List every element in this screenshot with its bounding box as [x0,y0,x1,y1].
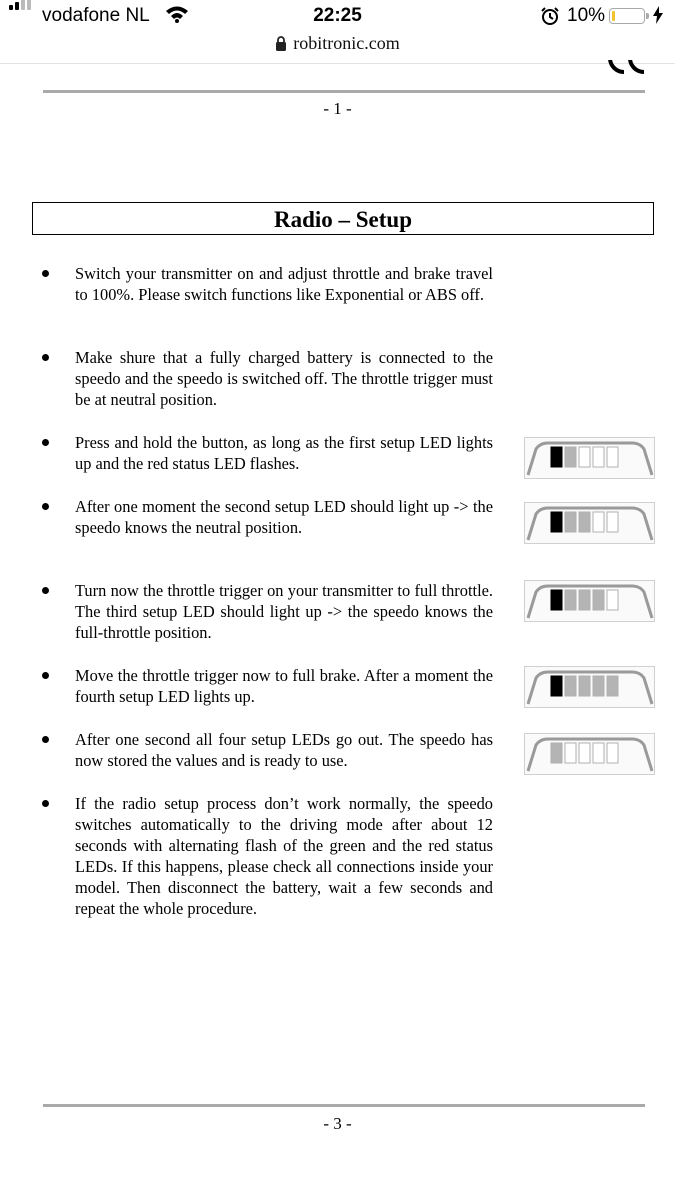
divider [0,63,675,64]
led-segment-2 [565,447,576,467]
led-segment-1 [551,447,562,467]
url-text: robitronic.com [293,33,400,53]
led-segment-3 [579,447,590,467]
battery-icon [609,8,645,24]
step-text: Move the throttle trigger now to full brake. After a moment the fourth setup LED lights up. [75,666,493,706]
led-segment-3 [579,676,590,696]
led-segment-1 [551,743,562,763]
bullet [42,270,49,277]
led-segment-5 [607,512,618,532]
charging-bolt-icon [652,6,664,30]
led-segment-1 [551,676,562,696]
led-segment-2 [565,512,576,532]
led-segment-1 [551,590,562,610]
led-segment-2 [565,676,576,696]
led-indicator [524,437,655,479]
led-segment-3 [579,590,590,610]
bullet [42,354,49,361]
bullet [42,503,49,510]
led-segment-4 [593,743,604,763]
bullet [42,736,49,743]
led-segment-5 [607,743,618,763]
bullet [42,672,49,679]
led-indicator [524,580,655,622]
led-indicator [524,733,655,775]
led-segment-3 [579,743,590,763]
led-segment-5 [607,590,618,610]
status-bar [0,0,675,34]
led-segment-2 [565,743,576,763]
battery-percent: 10% [567,5,606,26]
alarm-icon [540,6,560,32]
step-text: After one moment the second setup LED should light up -> the speedo knows the neutral position. [75,497,493,537]
bullet [42,439,49,446]
lock-icon [275,35,287,56]
section-title: Radio – Setup [32,202,654,235]
step-text: If the radio setup process don’t work normally, the speedo switches automatically to the driving mode after about 12 seconds with alternating flash of the green and the red status LEDs. If this happens, please check all connections inside your model. Then disconnect the battery, wait a few seconds and repeat the whole procedure. [75,794,493,918]
step-text: Turn now the throttle trigger on your transmitter to full throttle. The third setup LED should light up -> the speedo knows the full-throttle position. [75,581,493,642]
step-text: Make shure that a fully charged battery is connected to the speedo and the speedo is switched off. The throttle trigger must be at neutral position. [75,348,493,409]
address-bar[interactable] [0,33,675,56]
led-segment-4 [593,590,604,610]
step-text: Press and hold the button, as long as the first setup LED lights up and the red status LED flashes. [75,433,493,473]
led-segment-4 [593,447,604,467]
step-text: After one second all four setup LEDs go out. The speedo has now stored the values and is ready to use. [75,730,493,770]
clock: 22:25 [313,5,362,26]
led-indicator [524,666,655,708]
carrier-name: vodafone NL [42,5,150,26]
led-segment-3 [579,512,590,532]
led-segment-4 [593,512,604,532]
page-rule [43,1104,645,1107]
prev-page-number: - 1 - [323,99,352,118]
step-text: Switch your transmitter on and adjust throttle and brake travel to 100%. Please switch functions like Exponential or ABS off. [75,264,493,304]
led-segment-2 [565,590,576,610]
ce-mark-icon [604,60,648,78]
page-rule [43,90,645,93]
led-segment-1 [551,512,562,532]
page-number: - 3 - [323,1114,352,1133]
led-segment-4 [593,676,604,696]
led-segment-5 [607,676,618,696]
led-indicator [524,502,655,544]
bullet [42,800,49,807]
bullet [42,587,49,594]
led-segment-5 [607,447,618,467]
